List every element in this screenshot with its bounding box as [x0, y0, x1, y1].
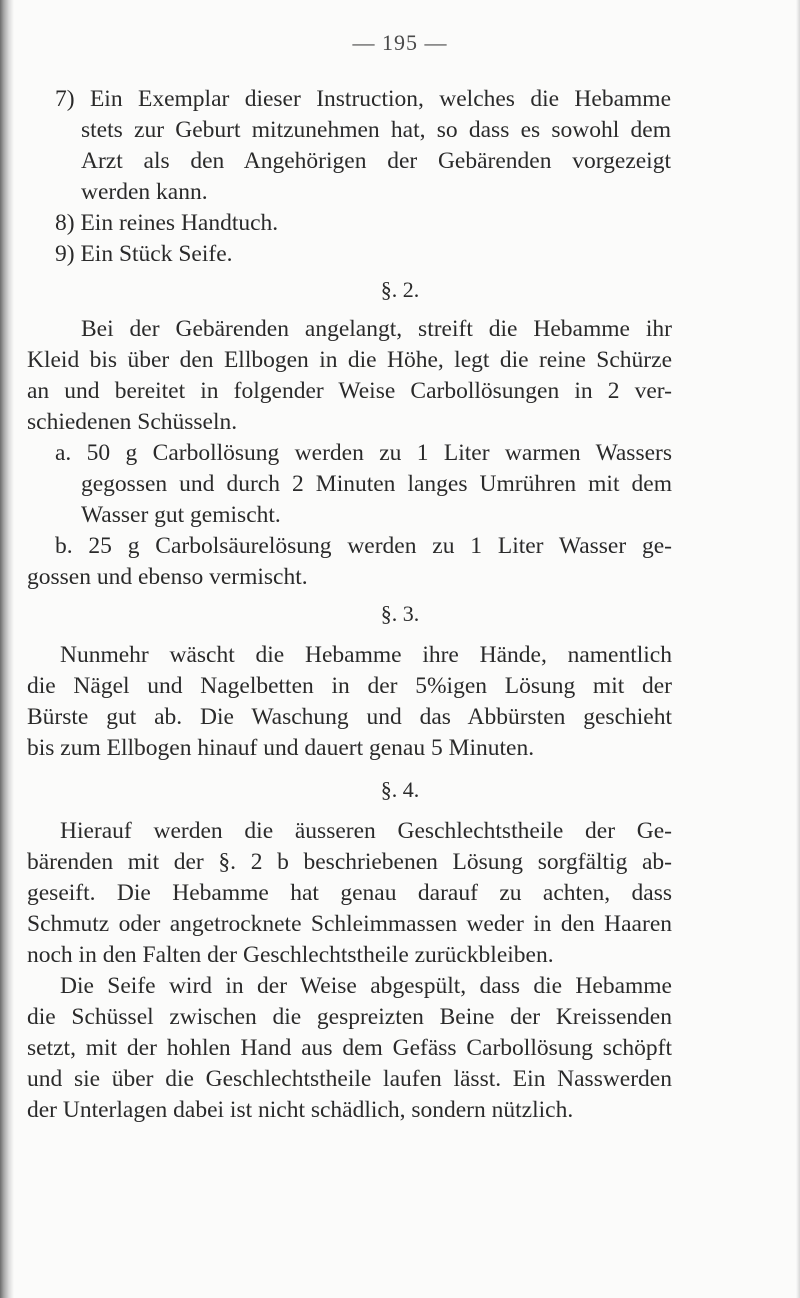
section-3-line-3: Bürste gut ab. Die Waschung und das Abbürsten geschieht	[27, 704, 672, 730]
section-2-line-9: gossen und ebenso vermischt.	[27, 564, 308, 590]
section-2-line-5: a. 50 g Carbollösung werden zu 1 Liter warmen Wassers	[55, 440, 672, 466]
item-7-line-3: Arzt als den Angehörigen der Gebärenden vorgezeigt	[81, 148, 671, 174]
section-4-line-2: bärenden mit der §. 2 b beschriebenen Lösung sorgfältig ab-	[27, 849, 672, 875]
item-8-line: 8) Ein reines Handtuch.	[55, 210, 279, 236]
page-edge-shadow	[796, 0, 800, 1298]
item-7-line-2: stets zur Geburt mitzunehmen hat, so dass es sowohl dem	[81, 117, 671, 143]
section-4-line-4: Schmutz oder angetrocknete Schleimmassen weder in den Haaren	[27, 911, 672, 937]
section-4-line-1: Hierauf werden die äusseren Geschlechtstheile der Ge-	[60, 818, 672, 844]
section-4-line-8: setzt, mit der hohlen Hand aus dem Gefäss Carbollösung schöpft	[27, 1035, 672, 1061]
section-2-line-1: Bei der Gebärenden angelangt, streift die Hebamme ihr	[81, 316, 672, 342]
section-4-line-9: und sie über die Geschlechtstheile laufen lässt. Ein Nasswerden	[27, 1066, 672, 1092]
section-2-line-2: Kleid bis über den Ellbogen in die Höhe, legt die reine Schürze	[27, 347, 672, 373]
item-9-line: 9) Ein Stück Seife.	[55, 241, 233, 267]
section-3-line-1: Nunmehr wäscht die Hebamme ihre Hände, namentlich	[60, 642, 672, 668]
page-number: — 195 —	[352, 30, 448, 55]
section-4-line-7: die Schüssel zwischen die gespreizten Beine der Kreissenden	[27, 1004, 672, 1030]
section-heading-4: §. 4.	[380, 777, 420, 802]
section-4-line-6: Die Seife wird in der Weise abgespült, dass die Hebamme	[60, 973, 672, 999]
section-4-line-10: der Unterlagen dabei ist nicht schädlich, sondern nützlich.	[27, 1097, 574, 1123]
section-3-line-4: bis zum Ellbogen hinauf und dauert genau 5 Minuten.	[27, 735, 535, 761]
item-7-line-1: 7) Ein Exemplar dieser Instruction, welches die Hebamme	[55, 86, 671, 112]
section-2-line-7: Wasser gut gemischt.	[81, 502, 281, 528]
section-3-line-2: die Nägel und Nagelbetten in der 5%igen Lösung mit der	[27, 673, 672, 699]
section-4-line-5: noch in den Falten der Geschlechtstheile zurückbleiben.	[27, 942, 554, 968]
section-2-line-8: b. 25 g Carbolsäurelösung werden zu 1 Liter Wasser ge-	[55, 533, 672, 559]
item-7-line-4: werden kann.	[81, 179, 208, 205]
section-heading-3: §. 3.	[380, 601, 420, 626]
section-2-line-6: gegossen und durch 2 Minuten langes Umrühren mit dem	[81, 471, 672, 497]
section-4-line-3: geseift. Die Hebamme hat genau darauf zu achten, dass	[27, 880, 672, 906]
section-2-line-3: an und bereitet in folgender Weise Carbollösungen in 2 ver-	[27, 378, 672, 404]
section-2-line-4: schiedenen Schüsseln.	[27, 409, 238, 435]
page-gutter-shadow	[0, 0, 14, 1298]
section-heading-2: §. 2.	[380, 277, 420, 302]
